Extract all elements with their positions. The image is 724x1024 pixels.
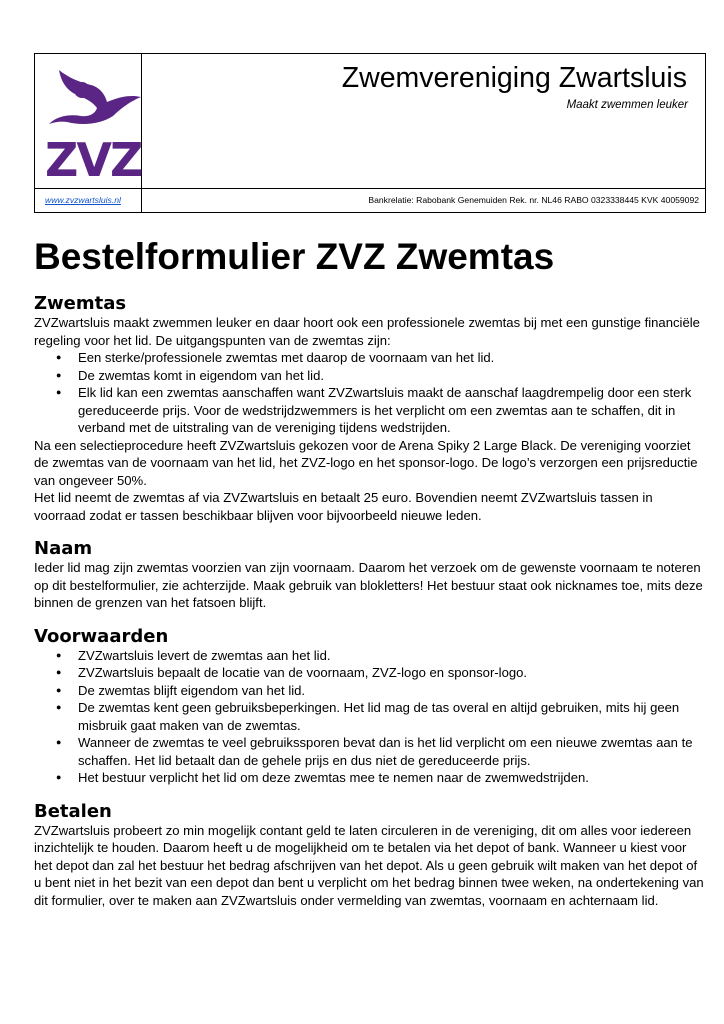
list-item: ● De zwemtas komt in eigendom van het lid. (34, 367, 706, 385)
bullet-list (34, 349, 706, 437)
bullet-list (34, 647, 706, 787)
list-item: ● Het bestuur verplicht het lid om deze zwemtas mee te nemen naar de zwemwedstrijden. (34, 769, 706, 787)
document-body (34, 228, 706, 909)
logo-lettering: ZVZ (45, 133, 142, 184)
letterhead (34, 53, 706, 213)
zvz-swimmer-logo (43, 64, 143, 184)
section-voorwaarden (34, 627, 706, 787)
list-item: ● ZVZwartsluis levert de zwemtas aan het lid. (34, 647, 706, 665)
list-item: ● De zwemtas blijft eigendom van het lid. (34, 682, 706, 700)
list-item: ● Elk lid kan een zwemtas aanschaffen want ZVZwartsluis maakt de aanschaf laagdrempelig door een sterk gereduceerde prijs. Voor de wedstrijdzwemmers is het verplicht om een zwemtas aan te schaffen, dit in verband met de uitstraling van de vereniging tijdens wedstrijden. (34, 384, 706, 437)
list-item: ● De zwemtas kent geen gebruiksbeperkingen. Het lid mag de tas overal en altijd gebruiken, mits hij geen misbruik gaat maken van de zwemtas. (34, 699, 706, 734)
letterhead-divider-horizontal (35, 188, 705, 189)
section-betalen (34, 802, 706, 910)
paragraph: ZVZwartsluis probeert zo min mogelijk contant geld te laten circuleren in de vereniging, dit om alles voor iedereen inzichtelijk te houden. Daarom heeft u de mogelijkheid om te betalen via het depot of bank. Wanneer u kiest voor het depot dan zal het bestuur het bedrag afschrijven van het depot. Als u geen gebruik wilt maken van het depot of u bent niet in het bezit van een depot dan bent u verplicht om het bedrag binnen twee weken, na ondertekening van dit formulier, over te maken aan ZVZwartsluis onder vermelding van zwemtas, voornaam en achternaam lid. (34, 822, 704, 908)
list-item: ● Een sterke/professionele zwemtas met daarop de voornaam van het lid. (34, 349, 706, 367)
tagline: Maakt zwemmen leuker (566, 99, 688, 111)
section-heading: Voorwaarden (34, 625, 169, 647)
section-naam (34, 539, 706, 612)
section-heading: Zwemtas (34, 293, 127, 314)
section-zwemtas (34, 294, 706, 524)
bank-details: Bankrelatie: Rabobank Genemuiden Rek. nr. NL46 RABO 0323338445 KVK 40059092 (368, 195, 699, 205)
club-name: Zwemvereniging Zwartsluis (341, 62, 687, 94)
document-title: Bestelformulier ZVZ Zwemtas (34, 236, 555, 277)
list-item: ● Wanneer de zwemtas te veel gebruikssporen bevat dan is het lid verplicht om een nieuwe zwemtas aan te schaffen. Het lid betaalt dan de gehele prijs en dus niet de gereduceerde prijs. (34, 734, 706, 769)
section-heading: Naam (34, 538, 93, 559)
paragraph: Ieder lid mag zijn zwemtas voorzien van zijn voornaam. Daarom het verzoek om de gewenste voornaam te noteren op dit bestelformulier, zie achterzijde. Maak gebruik van blokletters! Het bestuur staat ook nicknames toe, mits deze binnen de grenzen van het fatsoen blijft. (34, 560, 703, 610)
paragraph: Na een selectieprocedure heeft ZVZwartsluis gekozen voor de Arena Spiky 2 Large Black. De vereniging voorziet de zwemtas van de voornaam van het lid, het ZVZ-logo en het sponsor-logo. De logo’s verzorgen een prijsreductie van ongeveer 50%. (34, 437, 698, 488)
paragraph: ZVZwartsluis maakt zwemmen leuker en daar hoort ook een professionele zwemtas bij met een gunstige financiële regeling voor het lid. De uitgangspunten van de zwemtas zijn: (34, 315, 700, 348)
website-link[interactable]: www.zvzwartsluis.nl (45, 195, 121, 205)
section-heading: Betalen (34, 800, 112, 822)
paragraph: Het lid neemt de zwemtas af via ZVZwartsluis en betaalt 25 euro. Bovendien neemt ZVZwartsluis tassen in voorraad zodat er tassen beschikbaar blijven voor bijvoorbeeld nieuwe leden. (34, 490, 653, 523)
list-item: ● ZVZwartsluis bepaalt de locatie van de voornaam, ZVZ-logo en sponsor-logo. (34, 664, 706, 682)
